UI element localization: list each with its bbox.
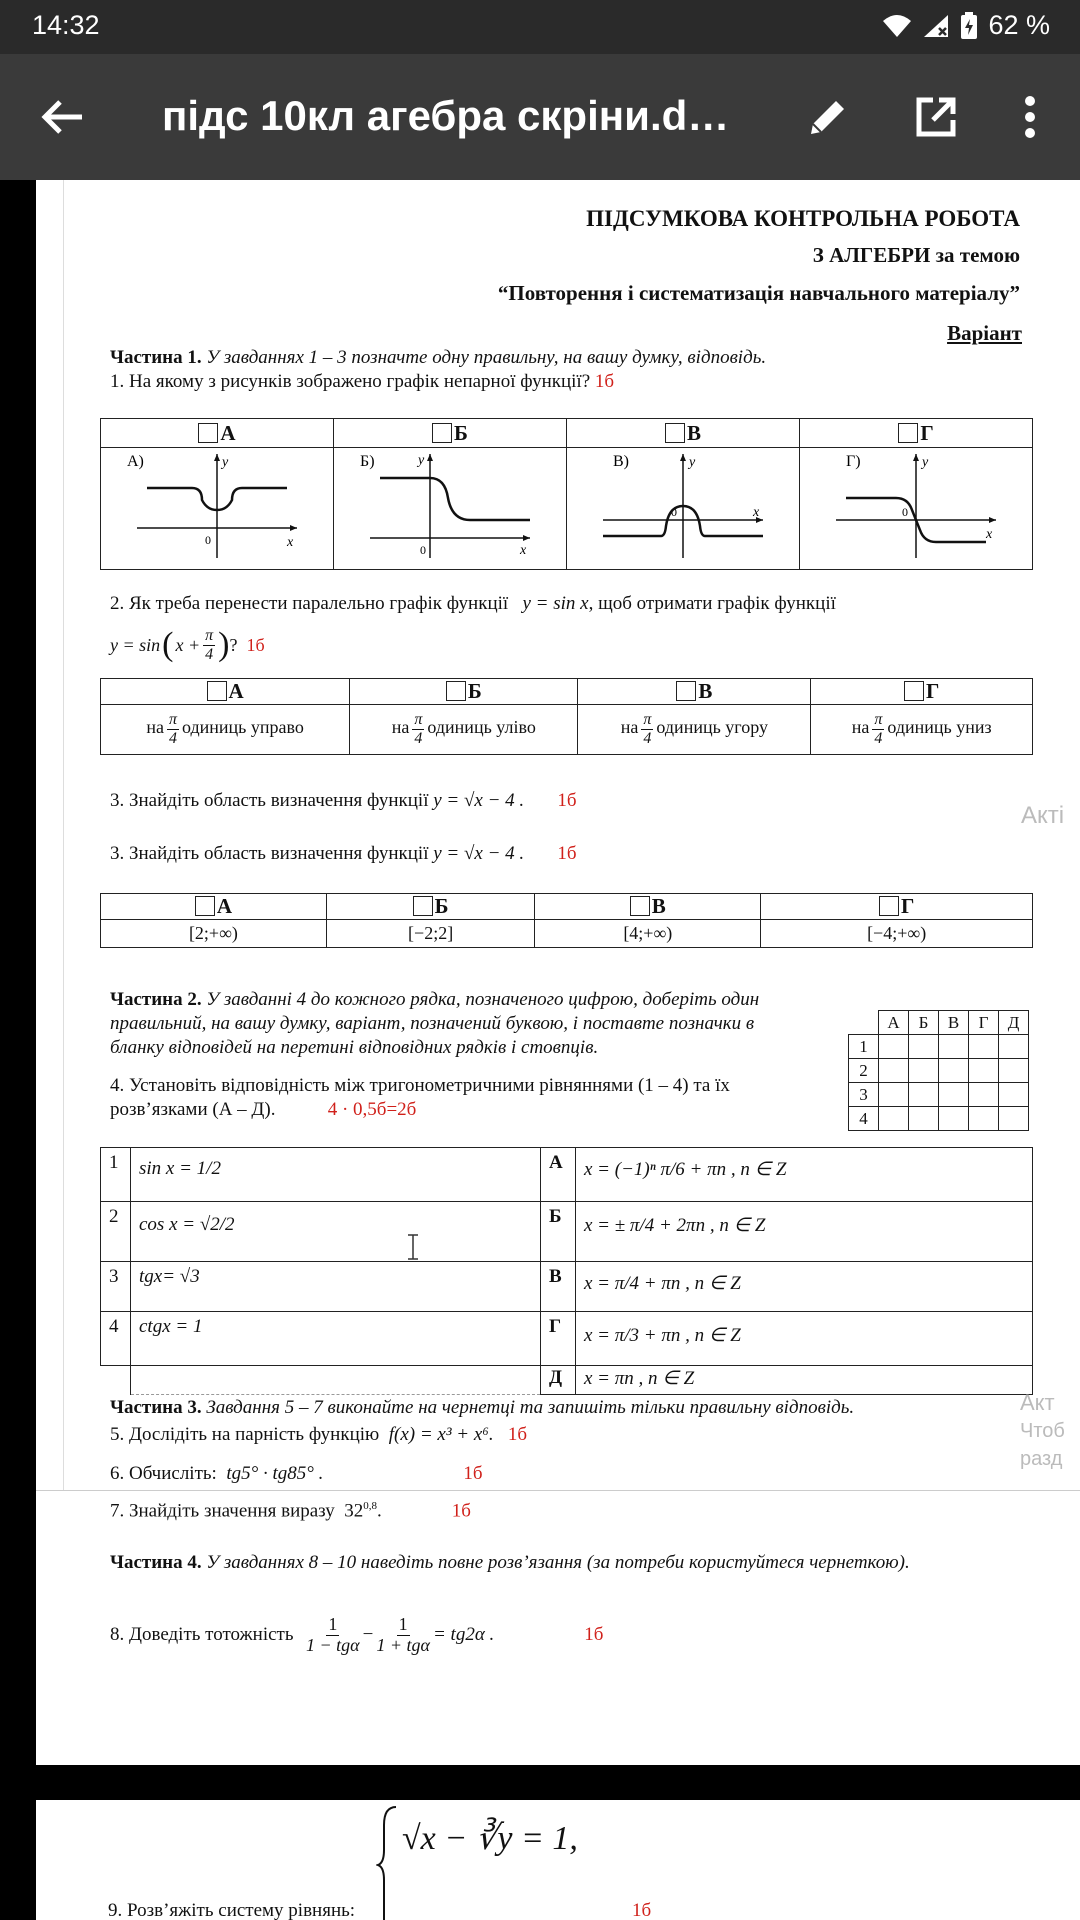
graph-b bbox=[340, 448, 560, 563]
svg-text:y: y bbox=[689, 455, 696, 470]
system-brace bbox=[376, 1805, 400, 1920]
activation-watermark-3: Чтоб bbox=[1020, 1420, 1065, 1442]
page-break-line bbox=[36, 1490, 1080, 1491]
part3-label: Частина 3. bbox=[110, 1397, 202, 1418]
graph-cell-b bbox=[334, 448, 567, 570]
checkbox[interactable] bbox=[676, 681, 696, 701]
q3-option-b[interactable]: Б bbox=[326, 894, 535, 920]
q2-answer-d: на $\frac{\pi}{4}$ одиниць униз bbox=[811, 705, 1033, 755]
svg-text:А): А) bbox=[127, 453, 144, 470]
answer-grid: А Б В Г Д 1 2 3 4 bbox=[848, 1010, 1029, 1131]
part4-text: У завданнях 8 – 10 наведіть повне розв’язання (за потреби користуйтеся чернеткою). bbox=[206, 1552, 910, 1573]
cell-signal-icon bbox=[922, 13, 950, 39]
status-bar bbox=[0, 0, 1080, 54]
q1-points: 1б bbox=[594, 371, 615, 392]
graph-d bbox=[806, 448, 1026, 563]
svg-text:0: 0 bbox=[420, 543, 426, 557]
q6-text: 6. Обчисліть: bbox=[110, 1463, 217, 1484]
q1-table bbox=[100, 418, 1033, 570]
text-cursor-icon bbox=[406, 1233, 420, 1261]
document-page[interactable]: ПІДСУМКОВА КОНТРОЛЬНА РОБОТА З АЛГЕБРИ за темою “Повторення і систематизація навчального матеріалу” Варіант Частина 1. У завданнях 1 – 3 позначте одну правильну, на вашу думку, відповідь. 1. На якому з рисунків зображено графік непарної функції? 1б А Б В Г А) y x 0 Б) y x 0 В) y x 0 Г) y x 0 2. Як треба перенести паралельно графік функції y = sin x, щоб отримати графік функції y = sin ( x + $\frac{\pi}{4}$ ) ? 1б А Б В Г на $\frac{\pi}{4}$ одиниць управо на $\frac{\pi}{4}$ одиниць уліво на $\frac{\pi}{4}$ одиниць угору на $\frac{\pi}{4}$ одиниць униз 3. Знайдіть область визначення функції y = √x − 4 . 1б Акті 3. Знайдіть область визначення функції y = √x − 4 . 1б А Б В Г [2;+∞) [−2;2] [4;+∞) [−4;+∞) Частина 2. У завданні 4 до кожного рядка, позначеного цифрою, доберіть один правильний, на вашу думку, варіант, позначений буквою, і поставте позначки в бланку відповідей на перетині відповідних рядків і стовпців. А Б В Г Д 1 2 3 4 4. Установіть відповідність між тригонометричними рівняннями (1 – 4) та їх розв’язками (А – Д). 4 · 0,5б=2б 1 sin x = 1/2 А x = (−1)ⁿ π/6 + πn , n ∈ Z 2 cos x = √2/2 Б x = ± π/4 + 2πn , n ∈ Z 3 tgx= √3 В x = π/4 + πn , n ∈ Z 4 ctgx = 1 Г x = π/3 + πn , n ∈ Z Д x = πn , n ∈ Z Частина 3. Завдання 5 – 7 виконайте на чернетці та запишіть тільки правильну відповідь. Акт Чтоб разд 5. Дослідіть на парність функцію f(x) = x³ + x⁶. 1б 6. Обчисліть: tg5° · tg85° . 1б 7. Знайдіть значення виразу 32$^{0,8}$. 1б Частина 4. У завданнях 8 – 10 наведіть повне розв’язання (за потреби користуйтеся чернеткою). 8. Доведіть тотожність $\frac{1}{\text{1 − tgα}}$ − $\frac{1}{\text{1 + tgα}}$ = tg2α . 1б bbox=[36, 180, 1080, 1765]
checkbox[interactable] bbox=[898, 423, 918, 443]
graph-a bbox=[107, 448, 327, 563]
battery-percent: 62 % bbox=[988, 10, 1050, 40]
svg-text:x: x bbox=[287, 535, 294, 550]
header-line-1: ПІДСУМКОВА КОНТРОЛЬНА РОБОТА bbox=[586, 206, 1020, 231]
q7-exponent: 0,8 bbox=[363, 1500, 378, 1512]
part4-label: Частина 4. bbox=[110, 1552, 202, 1573]
q2-option-d[interactable]: Г bbox=[811, 679, 1033, 705]
graph-cell-a bbox=[101, 448, 334, 570]
svg-text:y: y bbox=[418, 453, 425, 468]
checkbox[interactable] bbox=[665, 423, 685, 443]
part1-text: У завданнях 1 – 3 позначте одну правильну, на вашу думку, відповідь. bbox=[206, 347, 767, 368]
q2-func1: y = sin x bbox=[522, 593, 589, 614]
q5-points: 1б bbox=[507, 1424, 528, 1445]
activation-watermark-4: разд bbox=[1020, 1448, 1063, 1470]
q4-line2: розв’язками (А – Д). bbox=[110, 1099, 276, 1120]
q3-table bbox=[100, 893, 1033, 948]
q3-answer-c: [4;+∞) bbox=[535, 920, 761, 948]
q2-option-b[interactable]: Б bbox=[350, 679, 578, 705]
svg-text:Б): Б) bbox=[360, 453, 375, 470]
q8-text: 8. Доведіть тотожність bbox=[110, 1624, 294, 1645]
part2-text-2: правильний, на вашу думку, варіант, позначений буквою, і поставте позначки в bbox=[110, 1013, 755, 1034]
q3b-text: 3. Знайдіть область визначення функції bbox=[110, 843, 429, 864]
q3b-func: y = √x − 4 . bbox=[433, 843, 525, 864]
q2-table bbox=[100, 678, 1033, 755]
status-time: 14:32 bbox=[32, 10, 100, 40]
q1-option-d[interactable]: Г bbox=[800, 419, 1033, 448]
q4-line1: 4. Установіть відповідність між тригонометричними рівняннями (1 – 4) та їх bbox=[110, 1075, 730, 1096]
checkbox[interactable] bbox=[432, 423, 452, 443]
q5-text: 5. Дослідіть на парність функцію bbox=[110, 1424, 380, 1445]
q6-points: 1б bbox=[463, 1463, 483, 1484]
checkbox[interactable] bbox=[207, 681, 227, 701]
header-line-2: З АЛГЕБРИ за темою bbox=[812, 243, 1020, 267]
checkbox[interactable] bbox=[195, 896, 215, 916]
q8-points: 1б bbox=[584, 1624, 604, 1645]
more-vert-icon[interactable] bbox=[1005, 92, 1055, 142]
checkbox[interactable] bbox=[904, 681, 924, 701]
q3-answer-b: [−2;2] bbox=[326, 920, 535, 948]
checkbox[interactable] bbox=[198, 423, 218, 443]
page-left-margin bbox=[36, 180, 64, 1490]
svg-text:x: x bbox=[753, 505, 760, 520]
battery-icon bbox=[960, 12, 978, 40]
q4-points: 4 · 0,5б=2б bbox=[327, 1099, 417, 1120]
svg-text:0: 0 bbox=[205, 533, 211, 547]
q2-points: 1б bbox=[246, 634, 265, 655]
part1-label: Частина 1. bbox=[110, 347, 202, 368]
q5-func: f(x) = x³ + x⁶. bbox=[388, 1424, 494, 1445]
svg-text:0: 0 bbox=[902, 505, 908, 519]
q1-option-c[interactable]: В bbox=[567, 419, 800, 448]
q1-text: 1. На якому з рисунків зображено графік непарної функції? bbox=[110, 371, 591, 392]
svg-text:x: x bbox=[520, 543, 527, 558]
edit-pencil-icon[interactable] bbox=[803, 92, 853, 142]
graph-cell-d bbox=[800, 448, 1033, 570]
svg-text:x: x bbox=[986, 527, 993, 542]
q3a-text: 3. Знайдіть область визначення функції bbox=[110, 790, 429, 811]
part2-text-1: У завданні 4 до кожного рядка, позначеного цифрою, доберіть один bbox=[206, 989, 760, 1010]
graph-cell-c bbox=[567, 448, 800, 570]
q3-option-c[interactable]: В bbox=[535, 894, 761, 920]
q2-answer-b: на $\frac{\pi}{4}$ одиниць уліво bbox=[350, 705, 578, 755]
status-icons bbox=[882, 10, 1050, 41]
page-gap bbox=[0, 1765, 1080, 1800]
q3a-points: 1б bbox=[557, 790, 577, 811]
q3-option-d[interactable]: Г bbox=[761, 894, 1033, 920]
q3a-func: y = √x − 4 . bbox=[433, 790, 525, 811]
q3-answer-a: [2;+∞) bbox=[101, 920, 327, 948]
open-external-icon[interactable] bbox=[911, 92, 961, 142]
q6-func: tg5° · tg85° . bbox=[226, 1463, 324, 1484]
checkbox[interactable] bbox=[413, 896, 433, 916]
checkbox[interactable] bbox=[630, 896, 650, 916]
q7-text: 7. Знайдіть значення виразу bbox=[110, 1500, 335, 1522]
q2-answer-a: на $\frac{\pi}{4}$ одиниць управо bbox=[101, 705, 350, 755]
header-line-3: “Повторення і систематизація навчального матеріалу” bbox=[497, 281, 1020, 305]
svg-text:0: 0 bbox=[671, 505, 677, 519]
svg-text:В): В) bbox=[613, 453, 629, 470]
checkbox[interactable] bbox=[446, 681, 466, 701]
svg-text:Г): Г) bbox=[846, 453, 861, 470]
checkbox[interactable] bbox=[879, 896, 899, 916]
q3-answer-d: [−4;+∞) bbox=[761, 920, 1033, 948]
part2-text-3: бланку відповідей на перетині відповідних рядків і стовпців. bbox=[110, 1037, 599, 1058]
back-arrow-icon[interactable] bbox=[38, 92, 88, 142]
q2-line1: 2. Як треба перенести паралельно графік функції bbox=[110, 593, 509, 614]
q9-equation-1: √x − ∛y = 1, bbox=[402, 1820, 578, 1857]
q2-func2-prefix: y = sin bbox=[110, 634, 161, 655]
graph-c bbox=[573, 448, 793, 563]
q1-option-a[interactable]: А bbox=[101, 419, 334, 448]
q7-base: 32 bbox=[344, 1500, 364, 1522]
q8-rhs: = tg2α . bbox=[432, 1624, 495, 1645]
svg-text:y: y bbox=[922, 455, 929, 470]
q3b-points: 1б bbox=[557, 843, 577, 864]
q2-answer-c: на $\frac{\pi}{4}$ одиниць угору bbox=[578, 705, 811, 755]
q9-points: 1б bbox=[632, 1900, 652, 1920]
match-table: 1 sin x = 1/2 А x = (−1)ⁿ π/6 + πn , n ∈ Z 2 cos x = √2/2 Б x = ± π/4 + 2πn , n ∈ Z 3 tgx= √3 В x = π/4 + πn , n ∈ Z 4 ctgx = 1 Г x = π/3 + πn , n ∈ Z Д x = πn , n ∈ Z bbox=[100, 1147, 1033, 1395]
q7-points: 1б bbox=[451, 1500, 471, 1522]
q2-line1b: , щоб отримати графік функції bbox=[588, 593, 836, 614]
q1-option-b[interactable]: Б bbox=[334, 419, 567, 448]
wifi-icon bbox=[882, 13, 912, 39]
variant-label: Варіант bbox=[947, 321, 1022, 345]
part2-label: Частина 2. bbox=[110, 989, 202, 1010]
app-toolbar bbox=[0, 54, 1080, 180]
activation-watermark-2: Акт bbox=[1020, 1390, 1055, 1415]
q9-text: 9. Розв’яжіть систему рівнянь: bbox=[108, 1900, 356, 1920]
document-title: підс 10кл агебра скріни.d… bbox=[162, 92, 730, 139]
q2-func2-arg: x + bbox=[175, 634, 201, 655]
svg-text:y: y bbox=[222, 455, 229, 470]
activation-watermark: Акті bbox=[1021, 802, 1065, 829]
q3-option-a[interactable]: А bbox=[101, 894, 327, 920]
part3-text: Завдання 5 – 7 виконайте на чернетці та запишіть тільки правильну відповідь. bbox=[206, 1397, 855, 1418]
document-page-2[interactable] bbox=[36, 1800, 1080, 1920]
q2-option-c[interactable]: В bbox=[578, 679, 811, 705]
q2-option-a[interactable]: А bbox=[101, 679, 350, 705]
